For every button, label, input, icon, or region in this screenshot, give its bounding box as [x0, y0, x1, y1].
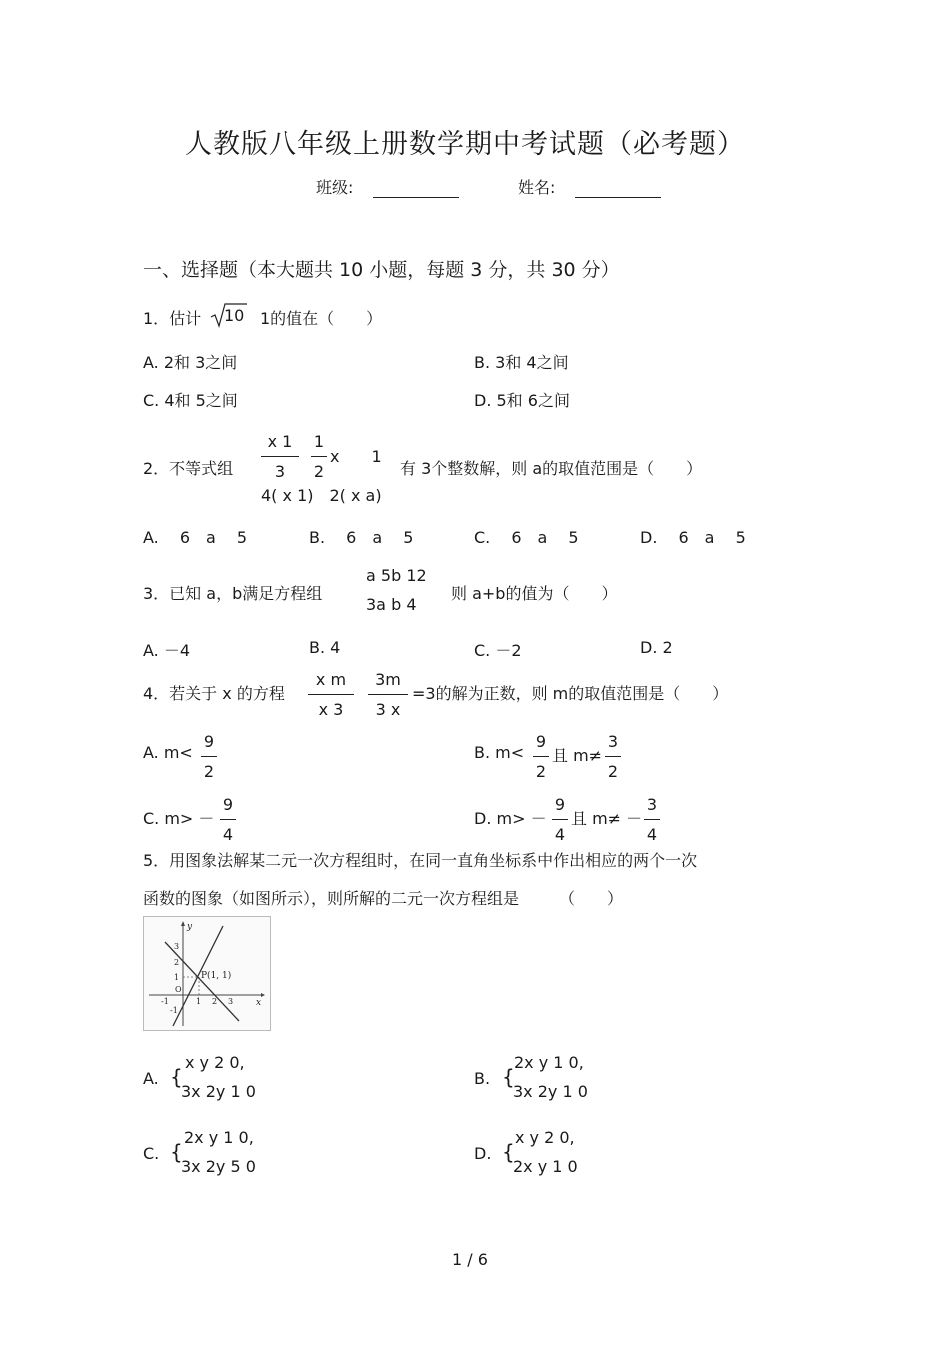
q1-option-c[interactable]: C. 4和 5之间	[143, 391, 238, 410]
q2-option-b[interactable]: B. 6 a 5	[309, 528, 414, 547]
q5-a-brace: {	[170, 1065, 183, 1089]
q4-fraction-1: x m x 3	[308, 669, 354, 721]
q4-option-c[interactable]: C. m> －	[143, 809, 215, 828]
tick-x-1: 1	[196, 997, 202, 1006]
q3-row1: a 5b 12	[366, 566, 427, 585]
q3-suffix: 则 a+b的值为（ ）	[451, 584, 618, 603]
q1-prefix: 1．估计	[143, 309, 202, 328]
q5-b-row2: 3x 2y 1 0	[513, 1082, 588, 1101]
tick-y-neg1: -1	[170, 1006, 178, 1015]
q5-line-1: 5．用图象法解某二元一次方程组时，在同一直角坐标系中作出相应的两个一次	[143, 851, 698, 870]
q1-radicand: 10	[224, 306, 245, 325]
name-label: 姓名:	[518, 178, 556, 197]
q4-option-a[interactable]: A. m<	[143, 743, 193, 762]
point-label: P(1, 1)	[201, 971, 232, 981]
q5-option-a[interactable]: A.	[143, 1069, 159, 1088]
q4-suffix: =3的解为正数，则 m的取值范围是（ ）	[412, 684, 729, 703]
q5-graph	[143, 916, 271, 1031]
q3-prefix: 3．已知 a，b满足方程组	[143, 584, 323, 603]
q5-c-brace: {	[170, 1140, 183, 1164]
q5-c-row2: 3x 2y 5 0	[181, 1157, 256, 1176]
q5-d-row2: 2x y 1 0	[513, 1157, 578, 1176]
tick-x-2: 2	[212, 997, 218, 1006]
class-label: 班级:	[316, 178, 354, 197]
origin-label: O	[175, 985, 182, 994]
q3-option-c[interactable]: C. －2	[474, 641, 522, 660]
tick-y-1: 1	[174, 973, 180, 982]
q5-option-d[interactable]: D.	[474, 1144, 492, 1163]
q2-row2: 4( x 1) 2( x a)	[261, 486, 382, 505]
q2-prefix: 2．不等式组	[143, 459, 234, 478]
section-heading: 一、选择题（本大题共 10 小题，每题 3 分，共 30 分）	[143, 259, 620, 281]
q4-a-fraction: 9 2	[201, 731, 217, 783]
q2-option-d[interactable]: D. 6 a 5	[640, 528, 746, 547]
q4-option-b[interactable]: B. m<	[474, 743, 525, 762]
q3-option-a[interactable]: A. －4	[143, 641, 191, 660]
q1-option-d[interactable]: D. 5和 6之间	[474, 391, 570, 410]
class-field	[316, 175, 459, 198]
q5-a-row2: 3x 2y 1 0	[181, 1082, 256, 1101]
page-title: 人教版八年级上册数学期中考试题（必考题）	[185, 129, 745, 160]
q5-option-c[interactable]: C.	[143, 1144, 160, 1163]
q4-d-mid: 且 m≠ －	[571, 809, 643, 828]
q2-option-a[interactable]: A. 6 a 5	[143, 528, 248, 547]
q5-c-row1: 2x y 1 0,	[184, 1128, 254, 1147]
tick-x-neg1: -1	[161, 997, 169, 1006]
q2-row1-rest: x 1	[330, 447, 382, 466]
q5-b-brace: {	[502, 1065, 515, 1089]
q3-option-d[interactable]: D. 2	[640, 638, 673, 657]
q3-row2: 3a b 4	[366, 595, 417, 614]
q1-option-b[interactable]: B. 3和 4之间	[474, 353, 569, 372]
q5-a-row1: x y 2 0,	[185, 1053, 245, 1072]
tick-y-3: 3	[174, 942, 180, 951]
name-field	[518, 175, 661, 198]
q5-b-row1: 2x y 1 0,	[514, 1053, 584, 1072]
class-blank[interactable]	[373, 179, 459, 198]
q2-fraction-2: 1 2	[311, 431, 327, 483]
q5-d-row1: x y 2 0,	[515, 1128, 575, 1147]
q1-stem	[143, 306, 201, 329]
name-blank[interactable]	[575, 179, 661, 198]
q4-b-fraction-1: 9 2	[533, 731, 549, 783]
q4-option-d[interactable]: D. m> －	[474, 809, 547, 828]
q4-d-fraction-1: 9 4	[552, 794, 568, 846]
q4-c-fraction: 9 4	[220, 794, 236, 846]
y-axis-label: y	[187, 922, 193, 932]
q1-suffix: 1的值在（ ）	[260, 309, 383, 328]
page-number: 1 / 6	[452, 1250, 488, 1269]
q2-fraction-1: x 1 3	[261, 431, 299, 483]
q2-option-c[interactable]: C. 6 a 5	[474, 528, 579, 547]
q4-b-fraction-2: 3 2	[605, 731, 621, 783]
tick-y-2: 2	[174, 958, 180, 967]
q3-option-b[interactable]: B. 4	[309, 638, 341, 657]
q5-option-b[interactable]: B.	[474, 1069, 491, 1088]
q5-line-2: 函数的图象（如图所示），则所解的二元一次方程组是 （ ）	[143, 889, 624, 908]
q1-option-a[interactable]: A. 2和 3之间	[143, 353, 238, 372]
q4-fraction-2: 3m 3 x	[368, 669, 408, 721]
x-axis-label: x	[256, 998, 262, 1008]
q2-suffix: 有 3个整数解，则 a的取值范围是（ ）	[400, 459, 703, 478]
q5-d-brace: {	[502, 1140, 515, 1164]
q4-d-fraction-2: 3 4	[644, 794, 660, 846]
q4-prefix: 4．若关于 x 的方程	[143, 684, 285, 703]
tick-x-3: 3	[228, 997, 234, 1006]
q4-b-mid: 且 m≠	[552, 746, 603, 765]
